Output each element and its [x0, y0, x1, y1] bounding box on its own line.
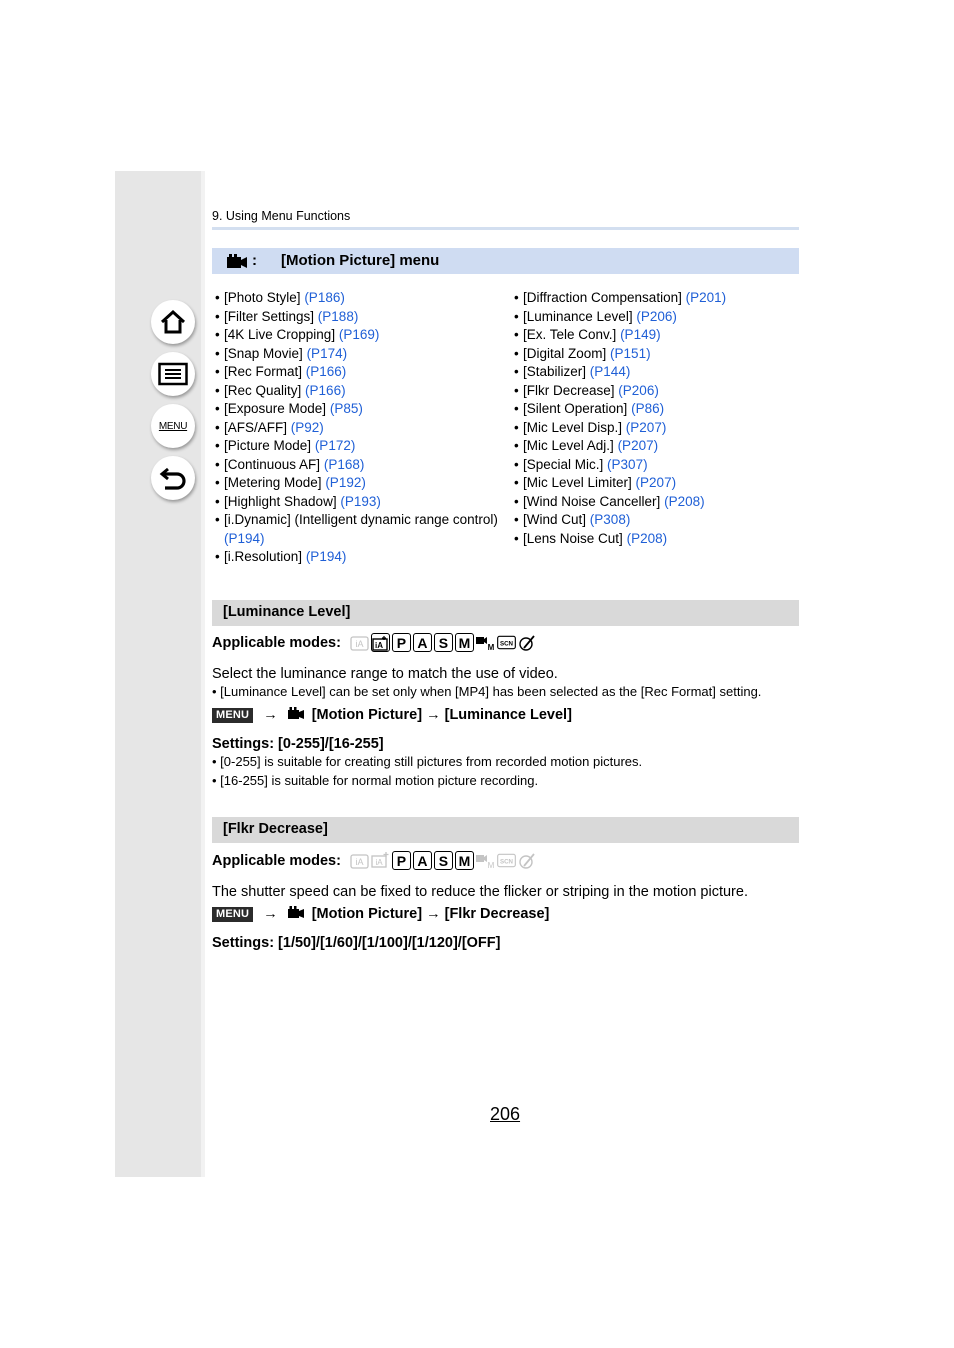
menu-path-text: [Motion Picture] → [Luminance Level]: [311, 707, 572, 723]
creative-control-icon: [518, 851, 537, 870]
menu-item-label: [Highlight Shadow]: [224, 493, 337, 509]
menu-list-item: [215, 456, 500, 475]
page-reference-link[interactable]: (P172): [314, 438, 356, 453]
svg-text:SCN: SCN: [499, 858, 513, 866]
back-button[interactable]: [151, 456, 195, 500]
sidebar-edge: [201, 171, 205, 1177]
page-title: [Motion Picture] menu: [281, 252, 440, 269]
page-reference-link[interactable]: (P207): [617, 438, 659, 453]
menu-list-item: [514, 419, 799, 438]
menu-item-label: [Mic Level Disp.]: [523, 419, 623, 435]
page-reference-link[interactable]: (P208): [626, 530, 668, 546]
creative-video-icon: [476, 851, 495, 870]
intelligent-auto-icon: [350, 851, 369, 870]
page-reference-link[interactable]: (P208): [664, 493, 705, 509]
movie-camera-icon: [288, 906, 304, 922]
page-reference-link[interactable]: (P207): [635, 475, 677, 490]
svg-text:iA: iA: [375, 640, 384, 650]
menu-item-label: [Filter Settings]: [224, 308, 315, 324]
svg-text:iA: iA: [375, 858, 383, 867]
scene-guide-icon: [497, 633, 516, 652]
menu-item-label: [Luminance Level]: [523, 308, 633, 324]
luminance-note: • [Luminance Level] can be set only when [MP4] has been selected as the [Rec Format] setting.: [212, 684, 762, 699]
menu-item-label: [Rec Quality]: [224, 382, 302, 398]
mode-a-icon: A: [413, 633, 432, 652]
menu-list-item: [514, 400, 799, 419]
menu-item-label: [Picture Mode]: [224, 438, 312, 453]
menu-list-item: [514, 456, 799, 475]
menu-list-item: [215, 308, 500, 327]
page-reference-link[interactable]: (P144): [589, 364, 631, 379]
menu-list-item: [514, 289, 799, 308]
menu-item-label: [Snap Movie]: [224, 345, 303, 361]
menu-item-label: [i.Resolution]: [224, 549, 303, 564]
menu-list-item: [215, 474, 500, 493]
page-reference-link[interactable]: (P166): [305, 364, 347, 379]
luminance-level-header: [212, 600, 799, 626]
scene-guide-icon: [497, 851, 516, 870]
flkr-decrease-header: [212, 817, 799, 843]
menu-list-item: [514, 474, 799, 493]
creative-control-icon: [518, 633, 537, 652]
page-reference-link[interactable]: (P186): [304, 290, 345, 305]
menu-list-item: [215, 548, 500, 567]
header-rule: [212, 227, 799, 230]
menu-item-label: [Wind Noise Canceller]: [523, 493, 661, 509]
page-reference-link[interactable]: (P169): [338, 327, 380, 342]
menu-item-label: [Ex. Tele Conv.]: [523, 327, 617, 342]
luminance-applicable-modes: [212, 633, 537, 652]
intelligent-auto-plus-icon: [371, 851, 390, 870]
flicker-menu-path: [212, 906, 549, 922]
arrow: →: [263, 906, 278, 922]
menu-list-item: [514, 326, 799, 345]
menu-list-item: [215, 326, 500, 345]
page-reference-link[interactable]: (P192): [325, 475, 366, 490]
header-colon: :: [252, 252, 257, 269]
menu-list-item: [514, 363, 799, 382]
menu-item-label: [Rec Format]: [224, 364, 303, 379]
menu-item-label: [Lens Noise Cut]: [523, 530, 623, 546]
menu-item-label: [Photo Style]: [224, 290, 301, 305]
menu-list-item: [514, 493, 799, 512]
page-number[interactable]: 206: [490, 1104, 521, 1124]
page-reference-link[interactable]: (P307): [607, 456, 648, 472]
page-reference-link[interactable]: (P149): [620, 327, 661, 342]
menu-list-item: [514, 308, 799, 327]
menu-item-label: [Special Mic.]: [523, 456, 604, 472]
menu-item-label: [AFS/AFF]: [224, 419, 288, 435]
mode-p-icon: P: [392, 633, 411, 652]
home-icon: [159, 308, 187, 336]
modes-label: Applicable modes:: [212, 634, 341, 651]
mode-s-icon: S: [434, 633, 453, 652]
flicker-applicable-modes: [212, 851, 537, 870]
menu-item-label: [Wind Cut]: [523, 512, 587, 527]
menu-item-label: [Digital Zoom]: [523, 345, 607, 361]
section-title: [Luminance Level]: [223, 604, 351, 620]
menu-list-item: [215, 363, 500, 382]
arrow: →: [263, 707, 278, 723]
menu-item-label: [Flkr Decrease]: [523, 382, 615, 398]
menu-item-label: [Silent Operation]: [523, 401, 628, 416]
menu-list-item: [514, 437, 799, 456]
breadcrumb: 9. Using Menu Functions: [212, 209, 351, 223]
luminance-bullet-1: • [0-255] is suitable for creating still pictures from recorded motion pictures.: [212, 754, 643, 769]
menu-item-label: [Mic Level Limiter]: [523, 475, 632, 490]
menu-badge: MENU: [212, 907, 253, 922]
page-reference-link[interactable]: (P207): [625, 419, 667, 435]
menu-path-text: [Motion Picture] → [Flkr Decrease]: [311, 906, 550, 922]
menu-list-right: [514, 289, 799, 548]
menu-list-item: [215, 419, 500, 438]
luminance-bullet-2: • [16-255] is suitable for normal motion picture recording.: [212, 773, 539, 788]
back-arrow-icon: [159, 465, 187, 491]
menu-list-item: [215, 511, 500, 548]
menu-item-label: [Diffraction Compensation]: [523, 290, 682, 305]
page-reference-link[interactable]: (P85): [329, 401, 363, 416]
menu-list-item: [514, 511, 799, 530]
menu-label: MENU: [158, 420, 188, 432]
page-reference-link[interactable]: (P92): [290, 419, 324, 435]
page-reference-link[interactable]: (P206): [636, 308, 677, 324]
page-reference-link[interactable]: (P194): [224, 530, 265, 546]
mode-m-icon: M: [455, 851, 474, 870]
page-reference-link[interactable]: (P194): [305, 549, 347, 564]
menu-list-item: [215, 382, 500, 401]
menu-list-item: [514, 345, 799, 364]
page-reference-link[interactable]: (P201): [685, 290, 727, 305]
svg-text:M: M: [487, 861, 495, 870]
menu-item-label: [Continuous AF]: [224, 456, 321, 472]
svg-text:M: M: [487, 643, 495, 652]
intelligent-auto-icon: [350, 633, 369, 652]
intelligent-auto-plus-icon: [371, 633, 390, 652]
menu-list-item: [215, 493, 500, 512]
menu-button[interactable]: [151, 404, 195, 448]
section-title: [Flkr Decrease]: [223, 821, 328, 837]
flicker-settings: Settings: [1/50]/[1/60]/[1/100]/[1/120]/[OFF]: [212, 935, 501, 951]
menu-item-label: [Exposure Mode]: [224, 401, 327, 416]
movie-camera-icon: [227, 254, 247, 272]
page-reference-link[interactable]: (P166): [305, 382, 346, 398]
page-reference-link[interactable]: (P188): [317, 308, 359, 324]
svg-text:iA: iA: [355, 639, 364, 649]
menu-item-label: [Metering Mode]: [224, 475, 322, 490]
luminance-menu-path: [212, 707, 572, 723]
menu-item-label: [4K Live Cropping]: [224, 327, 336, 342]
luminance-description: Select the luminance range to match the use of video.: [212, 666, 558, 682]
page-reference-link[interactable]: (P193): [340, 493, 381, 509]
menu-item-label: [Stabilizer]: [523, 364, 587, 379]
home-button[interactable]: [151, 300, 195, 344]
menu-list-item: [215, 400, 500, 419]
page-reference-link[interactable]: (P151): [610, 345, 651, 361]
page-reference-link[interactable]: (P206): [618, 382, 659, 398]
page-reference-link[interactable]: (P86): [631, 401, 665, 416]
menu-list-item: [514, 382, 799, 401]
menu-item-label: [Mic Level Adj.]: [523, 438, 614, 453]
menu-badge: MENU: [212, 708, 253, 723]
modes-label: Applicable modes:: [212, 852, 341, 869]
mode-s-icon: S: [434, 851, 453, 870]
svg-text:SCN: SCN: [499, 640, 513, 648]
page-reference-link[interactable]: (P308): [589, 512, 631, 527]
luminance-settings: Settings: [0-255]/[16-255]: [212, 736, 384, 752]
list-icon: [158, 362, 188, 386]
menu-list-item: [215, 345, 500, 364]
flicker-description: The shutter speed can be fixed to reduce the flicker or striping in the motion picture.: [212, 884, 748, 900]
menu-list-item: [514, 530, 799, 549]
mode-p-icon: P: [392, 851, 411, 870]
menu-list-left: [215, 289, 500, 567]
svg-text:iA: iA: [355, 857, 364, 867]
menu-item-label: [i.Dynamic] (Intelligent dynamic range control): [224, 512, 498, 527]
page-reference-link[interactable]: (P168): [323, 456, 365, 472]
menu-list-item: [215, 437, 500, 456]
mode-m-icon: M: [455, 633, 474, 652]
motion-picture-menu-header: [212, 248, 799, 274]
contents-button[interactable]: [151, 352, 195, 396]
page-reference-link[interactable]: (P174): [306, 345, 348, 361]
menu-list-item: [215, 289, 500, 308]
creative-video-icon: [476, 633, 495, 652]
mode-a-icon: A: [413, 851, 432, 870]
movie-camera-icon: [288, 707, 304, 723]
